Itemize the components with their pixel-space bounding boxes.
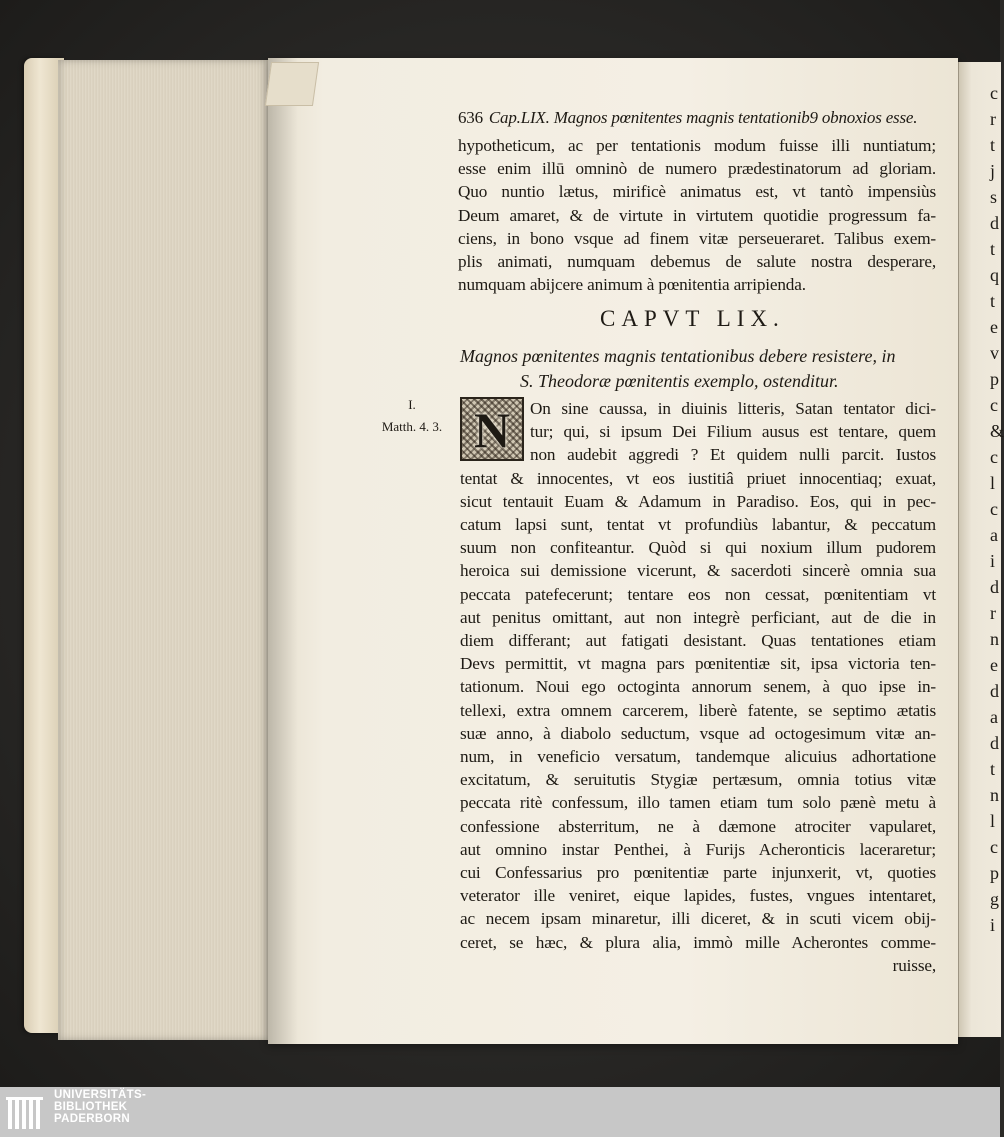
- body-text-block: [460, 397, 936, 977]
- library-logo-text: [54, 1089, 146, 1125]
- text-line: ceret, se hæc, & plura alia, immò mille Acherontes comme-: [460, 932, 936, 952]
- facing-page-letter: i: [990, 551, 996, 571]
- facing-page-letter: n: [990, 629, 999, 649]
- facing-page-letter: c: [990, 499, 998, 519]
- facing-page-letters: [990, 80, 1002, 938]
- top-text-block: [458, 108, 936, 296]
- facing-page-letter: q: [990, 265, 999, 285]
- initial-letter: N: [473, 402, 511, 458]
- text-line: Devs permittit, vt magna pars pœnitentiæ sit, ipsa victoria ten-: [460, 654, 936, 674]
- facing-page-letter: c: [990, 837, 998, 857]
- ornamental-initial: [460, 397, 524, 461]
- facing-page-letter: r: [990, 109, 996, 129]
- facing-page-letter: d: [990, 733, 999, 753]
- text-line: catum lapsi sunt, tentat vt profundiùs labantur, & peccatum: [460, 515, 936, 535]
- catchword: ruisse,: [892, 955, 936, 975]
- text-line: suum non confiteantur. Quòd si qui noxium illum pudorem: [460, 538, 936, 558]
- text-line: ciens, in bono vsque ad finem vitæ perseueraret. Talibus exem-: [458, 228, 936, 248]
- facing-page-letter: d: [990, 681, 999, 701]
- text-line: Deum amaret, & de virtute in virtutem quotidie progressum fa-: [458, 205, 936, 225]
- facing-page-letter: s: [990, 187, 998, 207]
- running-head: [458, 108, 936, 128]
- logo-line-1: UNIVERSITÄTS-: [54, 1089, 147, 1101]
- text-line: esse enim illū omninò de numero prædestinatorum ad gloriam.: [458, 159, 936, 179]
- facing-page-letter: d: [990, 213, 999, 233]
- text-line: suæ anno, à diabolo seductum, vsque ad octogesimum vitæ an-: [460, 723, 936, 743]
- page-corner-tab: [265, 62, 319, 106]
- library-logo-icon: [6, 1093, 46, 1133]
- text-line: non audebit aggredi ? Et quidem nulli parcit. Iustos: [530, 445, 936, 465]
- facing-page-letter: c: [990, 395, 998, 415]
- text-line: confessione absterritum, ne à dæmone atrociter vapularet,: [460, 816, 936, 836]
- chapter-subtitle: [460, 344, 936, 394]
- text-line: excitatum, & seruitutis Stygiæ pertæsum, omnia totius vitæ: [460, 770, 936, 790]
- text-line: heroica sui demissione vicerunt, & sacerdoti sincerè omnia sua: [460, 561, 936, 581]
- facing-page-letter: a: [990, 707, 998, 727]
- text-line: cui Confessarius pro pœnitentiæ parte injunxerit, vt, quoties: [460, 863, 936, 883]
- facing-page-letter: j: [990, 161, 996, 181]
- text-line: tationum. Noui ego octoginta annorum senem, à quo ipse in-: [460, 677, 936, 697]
- text-line: On sine caussa, in diuinis litteris, Satan tentator dici-: [530, 399, 936, 418]
- facing-page-letter: t: [990, 135, 996, 155]
- facing-page-letter: g: [990, 889, 999, 909]
- facing-page-letter: t: [990, 291, 996, 311]
- page-fore-edge: [58, 60, 272, 1040]
- chapter-title: CAPVT LIX.: [600, 306, 785, 331]
- text-line: peccata patefecerunt; tentare eos non cessat, pœnitentiam vt: [460, 584, 936, 604]
- footer-band: [0, 1087, 1000, 1137]
- facing-page-letter: l: [990, 473, 996, 493]
- facing-page-letter: c: [990, 83, 998, 103]
- gutter-shadow: [268, 58, 298, 1044]
- text-line: num, in veneficio versatum, tandemque alicuius adhortatione: [460, 747, 936, 767]
- facing-page-letter: v: [990, 343, 999, 363]
- text-line: hypotheticum, ac per tentationis modum fuisse illi nuntiatum;: [458, 136, 936, 155]
- facing-page-letter: n: [990, 785, 999, 805]
- facing-page-letter: t: [990, 239, 996, 259]
- facing-page-letter: r: [990, 603, 996, 623]
- text-line: tentat & innocentes, vt eos iustitiâ priuet innocentiaq; exuat,: [460, 468, 936, 488]
- text-line: diem differant; aut fatigati desistant. Quas tentationes etiam: [460, 631, 936, 651]
- facing-page-letter: &: [990, 421, 1004, 441]
- text-line: numquam abijcere animum à pœnitentia arripienda.: [458, 275, 806, 295]
- subtitle-line-1: Magnos pœnitentes magnis tentationibus debere resistere, in: [460, 346, 896, 366]
- facing-page-letter: e: [990, 317, 998, 337]
- text-line: Quo nuntio lætus, mirificè animatus est, vt tantò impensiùs: [458, 182, 936, 202]
- facing-page-letter: p: [990, 863, 999, 883]
- logo-line-3: PADERBORN: [54, 1113, 130, 1125]
- text-line: sicut tentauit Euam & Adamum in Paradiso. Eos, qui in pec-: [460, 491, 936, 511]
- facing-page-letter: a: [990, 525, 998, 545]
- facing-page-letter: d: [990, 577, 999, 597]
- text-line: tellexi, extra omnem carcerem, liberè fatente, se septimo ætatis: [460, 700, 936, 720]
- margin-reference: Matth. 4. 3.: [381, 419, 443, 434]
- text-line: ac necem ipsam minaretur, illi diceret, & in scuti vicem obij-: [460, 909, 936, 929]
- facing-page-letter: l: [990, 811, 996, 831]
- subtitle-line-2: S. Theodoræ pœnitentis exemplo, ostenditur.: [520, 371, 839, 391]
- margin-numeral: I.: [408, 397, 416, 412]
- page-number: 636: [458, 108, 483, 127]
- facing-page-letter: p: [990, 369, 999, 389]
- text-line: aut penitus omittant, aut non integrè perficiant, aut de die in: [460, 607, 936, 627]
- text-line: aut omnino instar Penthei, à Furijs Acheronticis laceraretur;: [460, 839, 936, 859]
- text-line: tur; qui, si ipsum Dei Filium ausus est tentare, quem: [530, 422, 936, 442]
- text-line: peccata ritè confessum, illo tamen etiam tum solo pænè metu à: [460, 793, 936, 813]
- running-head-text: Cap.LIX. Magnos pœnitentes magnis tentationib9 obnoxios esse.: [488, 108, 918, 127]
- logo-line-2: BIBLIOTHEK: [54, 1101, 128, 1113]
- facing-page-letter: c: [990, 447, 998, 467]
- margin-note: [368, 394, 456, 438]
- text-line: veterator ille veniret, eique lapides, fustes, vngues intentaret,: [460, 886, 936, 906]
- text-line: plis animati, numquam debemus de salute nostra desperare,: [458, 252, 936, 272]
- facing-page-letter: i: [990, 915, 996, 935]
- facing-page-letter: e: [990, 655, 998, 675]
- facing-page-letter: t: [990, 759, 996, 779]
